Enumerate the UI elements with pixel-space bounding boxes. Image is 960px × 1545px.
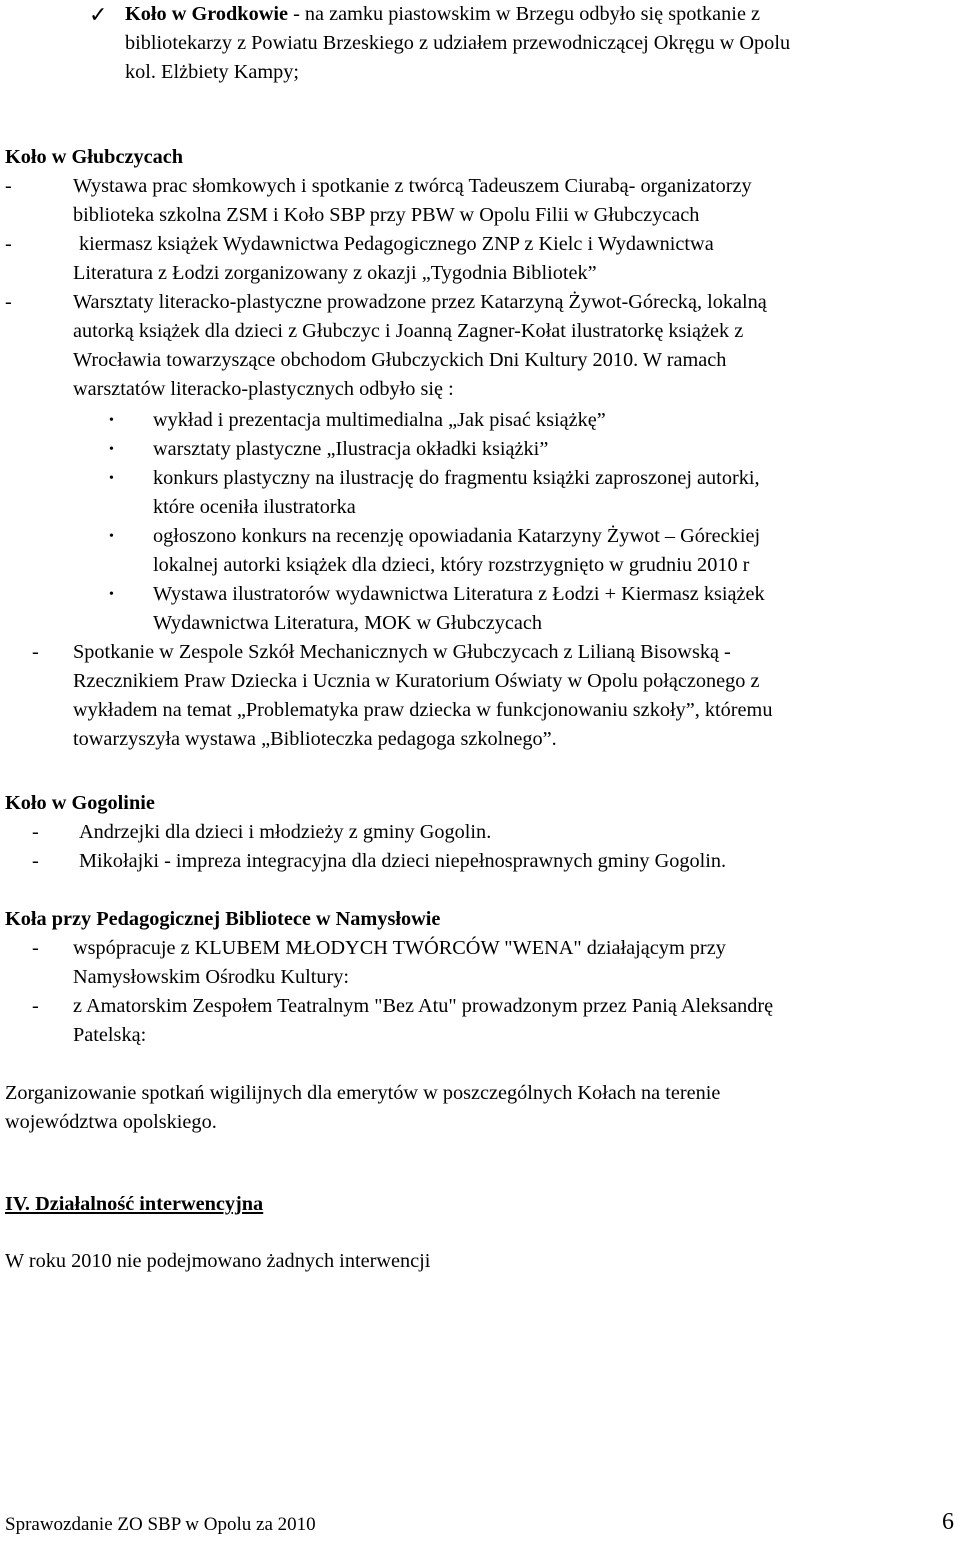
bullet-item: Wystawa ilustratorów wydawnictwa Literatura z Łodzi + Kiermasz książek <box>153 583 765 605</box>
dash-marker: - <box>32 641 39 663</box>
dash-marker: - <box>32 850 39 872</box>
bullet-item-cont: które oceniła ilustratorka <box>153 496 356 518</box>
glubczyce-line: kiermasz książek Wydawnictwa Pedagogicznego ZNP z Kielc i Wydawnictwa <box>79 233 714 255</box>
spotkanie-line: Rzecznikiem Praw Dziecka i Ucznia w Kuratorium Oświaty w Opolu połączonego z <box>73 670 760 692</box>
bullet-item: konkurs plastyczny na ilustrację do fragmentu książki zaproszonej autorki, <box>153 467 760 489</box>
namyslow-title: Koła przy Pedagogicznej Bibliotece w Namysłowie <box>5 908 441 930</box>
bullet-icon: • <box>109 529 114 544</box>
dash-marker: - <box>32 821 39 843</box>
section-heading: IV. Działalność interwencyjna <box>5 1193 264 1215</box>
namyslow-line: Namysłowskim Ośrodku Kultury: <box>73 966 350 988</box>
section-glubczyce <box>5 143 955 754</box>
bullet-item-cont: lokalnej autorki książek dla dzieci, który rozstrzygnięto w grudniu 2010 r <box>153 554 750 576</box>
section-interwencje <box>5 1190 955 1219</box>
namyslow-line: z Amatorskim Zespołem Teatralnym "Bez Atu" prowadzonym przez Panią Aleksandrę <box>73 995 774 1017</box>
glubczyce-line: Wystawa prac słomkowych i spotkanie z twórcą Tadeuszem Ciurabą- organizatorzy <box>73 175 752 197</box>
namyslow-line: Patelską: <box>73 1024 147 1046</box>
section-text: W roku 2010 nie podejmowano żadnych interwencji <box>5 1250 431 1272</box>
spotkanie-line: towarzyszyła wystawa „Biblioteczka pedagoga szkolnego”. <box>73 728 557 750</box>
gogolin-title: Koło w Gogolinie <box>5 792 155 814</box>
gogolin-item: Andrzejki dla dzieci i młodzieży z gminy Gogolin. <box>79 821 492 843</box>
bullet-item: warsztaty plastyczne „Ilustracja okładki książki” <box>153 438 549 460</box>
spotkanie-line: Spotkanie w Zespole Szkół Mechanicznych w Głubczycach z Lilianą Bisowską - <box>73 641 731 663</box>
section-gogolin <box>5 789 955 876</box>
grodkow-text-1: - na zamku piastowskim w Brzegu odbyło się spotkanie z <box>288 3 761 25</box>
namyslow-line: wspópracuje z KLUBEM MŁODYCH TWÓRCÓW "WENA" działającym przy <box>73 937 726 959</box>
bullet-item: ogłoszono konkurs na recenzję opowiadania Katarzyny Żywot – Góreckiej <box>153 525 761 547</box>
checkmark-icon: ✓ <box>89 2 108 27</box>
dash-marker: - <box>5 175 12 197</box>
section-namyslow <box>5 905 955 1050</box>
bullet-item: wykład i prezentacja multimedialna „Jak pisać książkę” <box>153 409 606 431</box>
bullet-icon: • <box>109 587 114 602</box>
glubczyce-title: Koło w Głubczycach <box>5 146 184 168</box>
page-number: 6 <box>942 1509 954 1535</box>
grodkow-text-3: kol. Elżbiety Kampy; <box>125 61 300 83</box>
gogolin-item: Mikołajki - impreza integracyjna dla dzieci niepełnosprawnych gminy Gogolin. <box>79 850 727 872</box>
footer-text: Sprawozdanie ZO SBP w Opolu za 2010 <box>5 1514 316 1535</box>
glubczyce-line: Literatura z Łodzi zorganizowany z okazji „Tygodnia Bibliotek” <box>73 262 597 284</box>
dash-marker: - <box>32 937 39 959</box>
glubczyce-line: Warsztaty literacko-plastyczne prowadzone przez Katarzyną Żywot-Górecką, lokalną <box>73 291 767 313</box>
section-interwencje-body <box>5 1247 955 1276</box>
bullet-item-cont: Wydawnictwa Literatura, MOK w Głubczycach <box>153 612 543 634</box>
grodkow-text-2: bibliotekarzy z Powiatu Brzeskiego z udziałem przewodniczącej Okręgu w Opolu <box>125 32 791 54</box>
grodkow-title: Koło w Grodkowie <box>125 3 289 25</box>
bullet-icon: • <box>109 442 114 457</box>
bullet-icon: • <box>109 413 114 428</box>
bullet-icon: • <box>109 471 114 486</box>
dash-marker: - <box>32 995 39 1017</box>
wigilia-line: województwa opolskiego. <box>5 1111 217 1133</box>
glubczyce-line: autorką książek dla dzieci z Głubczyc i Joanną Zagner-Kołat ilustratorkę książek z <box>73 320 744 342</box>
wigilia-line: Zorganizowanie spotkań wigilijnych dla emerytów w poszczególnych Kołach na terenie <box>5 1082 721 1104</box>
spotkanie-line: wykładem na temat „Problematyka praw dziecka w funkcjonowaniu szkoły”, któremu <box>73 699 773 721</box>
section-grodkow <box>5 0 955 87</box>
glubczyce-line: warsztatów literacko-plastycznych odbyło się : <box>73 378 454 400</box>
glubczyce-line: Wrocławia towarzyszące obchodom Głubczyckich Dni Kultury 2010. W ramach <box>73 349 727 371</box>
glubczyce-line: biblioteka szkolna ZSM i Koło SBP przy PBW w Opolu Filii w Głubczycach <box>73 204 700 226</box>
dash-marker: - <box>5 291 12 313</box>
section-wigilia <box>5 1079 955 1137</box>
dash-marker: - <box>5 233 12 255</box>
